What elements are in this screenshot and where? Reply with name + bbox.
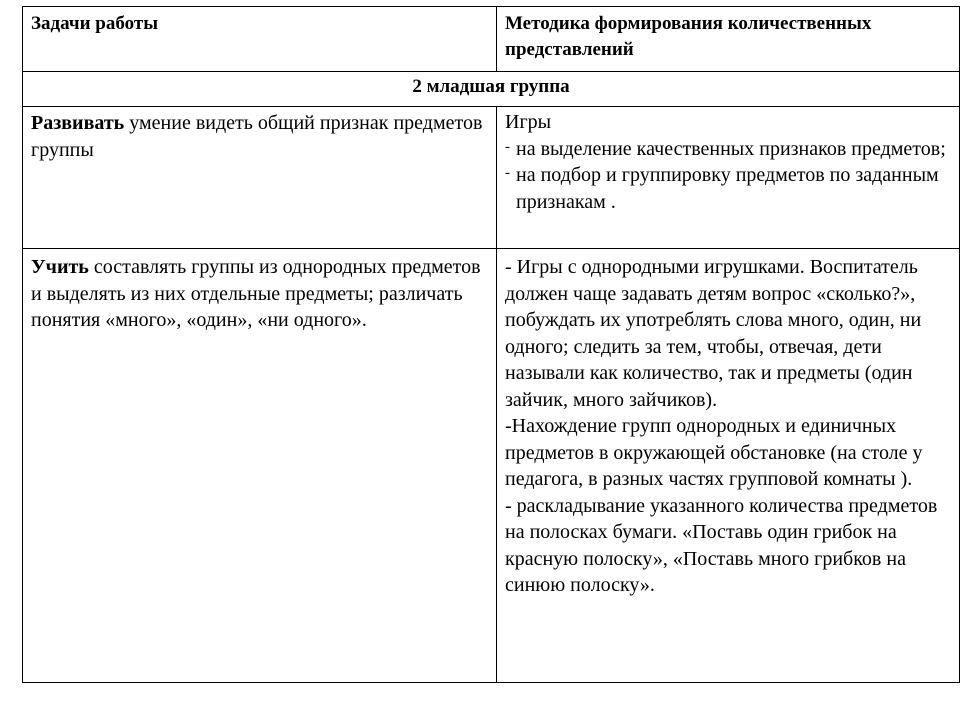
dash-bullet: - (505, 165, 510, 181)
method-paragraph: - Игры с однородными игрушками. Воспитатель должен чаще задавать детям вопрос «сколько?», побуждать их употреблять слова много, один, ни одного; следить за тем, чтобы, отвечая, дети называли как количество, так и предметы (один зайчик, много зайчиков). (505, 256, 922, 411)
task-verb: Развивать (31, 112, 125, 134)
method-cell (497, 249, 960, 683)
task-text: составлять группы из однородных предметов и выделять из них отдельные предметы; различать понятия «много», «один», «ни одного». (31, 256, 481, 331)
method-intro: Игры (505, 111, 552, 133)
header-tasks-cell: Задачи работы (23, 7, 497, 72)
method-paragraph: - раскладывание указанного количества предметов на полосках бумаги. «Поставь один грибок на красную полоску», «Поставь много грибков на синюю полоску». (505, 494, 938, 596)
method-item: - на подбор и группировку предметов по заданным признакам . (505, 162, 951, 215)
header-method-cell: Методика формирования количественных представлений (497, 7, 960, 72)
task-text: умение видеть общий признак предметов группы (31, 112, 483, 161)
table-row (23, 249, 960, 683)
methods-table (22, 6, 960, 683)
method-item: - на выделение качественных признаков предметов; (505, 136, 951, 163)
group-row (23, 72, 960, 107)
dash-bullet: - (505, 138, 510, 155)
task-cell (23, 107, 497, 249)
header-row (23, 7, 960, 72)
task-cell (23, 249, 497, 683)
task-verb: Учить (31, 256, 89, 278)
method-paragraph: -Нахождение групп однородных и единичных предметов в окружающей обстановке (на столе у педагога, в разных частях групповой комнаты ). (505, 415, 923, 490)
method-cell (497, 107, 960, 249)
group-title: 2 младшая группа (23, 72, 960, 107)
table-row (23, 107, 960, 249)
